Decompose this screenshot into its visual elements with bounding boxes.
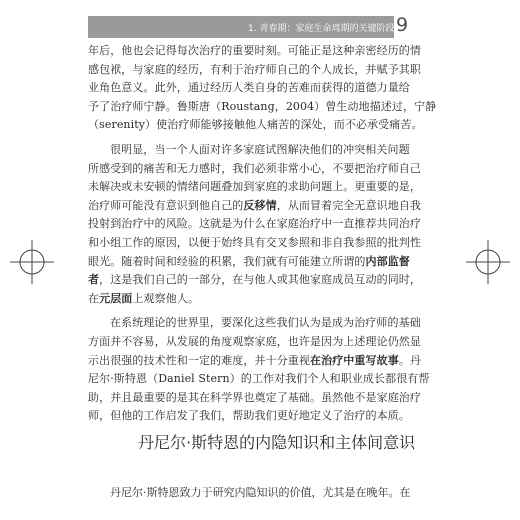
paragraph-line [88, 42, 421, 61]
registration-mark-right-icon [466, 240, 510, 284]
text-run: （serenity）使治疗师能够接触他人痛苦的深处，而不必承受痛苦。 [88, 118, 423, 132]
page-number: 9 [396, 14, 409, 36]
paragraph [88, 314, 430, 426]
paragraph-line: 丹尼尔·斯特恩致力于研究内隐知识的价值，尤其是在晚年。在 [110, 486, 411, 499]
text-run: 未解决或未安顿的情绪问题叠加到家庭的求助问题上。更重要的是， [88, 180, 421, 194]
paragraph-line [88, 234, 421, 253]
section-title: 丹尼尔·斯特恩的内隐知识和主体间意识 [138, 433, 416, 452]
bold-term: 元层面 [99, 291, 133, 305]
paragraph-line [88, 178, 421, 197]
text-run: 眼光。随着时间和经验的积累，我们就有可能建立所谓的 [88, 254, 366, 268]
paragraph-line [88, 141, 418, 160]
text-run: 在 [88, 291, 100, 305]
paragraph-line [88, 98, 437, 117]
text-run: 治疗师可能没有意识到他自己的 [88, 198, 244, 212]
running-header-title: 1. 青春期：家庭生命周期的关键阶段 [248, 24, 395, 34]
paragraph-line [88, 271, 422, 290]
paragraph-line [88, 116, 423, 135]
paragraph-line [88, 333, 421, 352]
text-run: 感包袱，与家庭的经历，有利于治疗师自己的个人成长，并赋予其职 [88, 62, 421, 76]
text-run: 示出很强的技术性和一定的难度，并十分重视 [88, 353, 310, 367]
paragraph-line [88, 61, 421, 80]
paragraph-line [88, 352, 422, 371]
text-run: 在系统理论的世界里，要深化这些我们认为是成为治疗师的基础 [110, 316, 421, 330]
bold-term: 者 [88, 273, 100, 287]
text-run: 所感受到的痛苦和无力感时，我们必须非常小心，不要把治疗师自己 [88, 161, 421, 175]
text-run: 很明显，当一个人面对许多家庭试图解决他们的冲突相关问题 [110, 142, 410, 156]
text-run: 投射到治疗中的风险。这就是为什么在家庭治疗中一直推荐共同治疗 [88, 217, 421, 231]
bold-term: 在治疗中重写故事 [310, 353, 399, 367]
paragraph-line [88, 215, 421, 234]
paragraph-line [88, 407, 418, 426]
registration-mark-left-icon [10, 240, 54, 284]
text-run: ，从而冒着完全无意识地自我 [276, 198, 422, 212]
text-run: ，这是我们自己的一部分，在与他人或其他家庭成员互动的同时， [99, 273, 422, 287]
paragraph-line [88, 370, 430, 389]
paragraph-line [88, 314, 421, 333]
paragraph [88, 42, 437, 135]
paragraph-line [88, 160, 421, 179]
text-run: 上观察他人。 [132, 291, 200, 305]
bold-term: 反移情 [243, 198, 277, 212]
text-run: 年后，他也会记得每次治疗的重要时刻。可能正是这种亲密经历的情 [88, 44, 421, 57]
paragraph-line [88, 389, 421, 408]
text-run: 尼尔·斯特恩（Daniel Stern）的工作对我们个人和职业成长都很有帮 [88, 372, 430, 386]
body-text [88, 42, 437, 426]
text-run: 助，并且最重要的是其在科学界也奠定了基础。虽然他不是家庭治疗 [88, 390, 421, 404]
paragraph-line [88, 253, 418, 272]
text-run: 师，但他的工作启发了我们，帮助我们更好地定义了治疗的本质。 [88, 409, 410, 423]
text-run: 业角色意义。此外，通过经历人类自身的苦难而获得的道德力量给 [88, 81, 410, 95]
paragraph-line [88, 197, 422, 216]
paragraph-line [88, 79, 418, 98]
bold-term: 内部监督 [365, 254, 410, 268]
text-run: 。丹 [398, 353, 422, 367]
text-run: 予了治疗师宁静。鲁斯唐（Roustang，2004）曾生动地描述过，宁静 [88, 99, 437, 113]
text-run: 和小组工作的原因，以便于始终具有交叉参照和非自我参照的批判性 [88, 235, 421, 249]
paragraph-line [88, 290, 418, 309]
text-run: 方面并不容易，从发展的角度观察家庭，也许是因为上述理论仍然显 [88, 334, 421, 348]
paragraph [88, 141, 422, 308]
